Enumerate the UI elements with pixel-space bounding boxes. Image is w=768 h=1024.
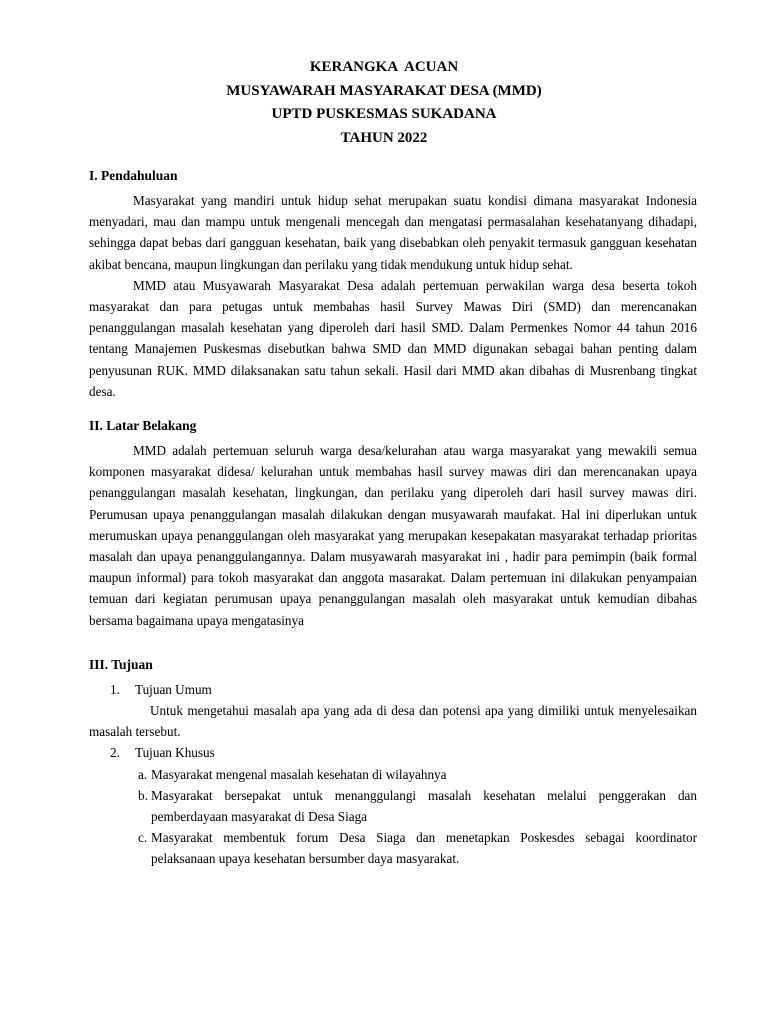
pendahuluan-paragraph-1: Masyarakat yang mandiri untuk hidup sehat merupakan suatu kondisi dimana masyarakat Indonesia menyadari, mau dan mampu untuk mengenali mencegah dan mengatasi permasalahan kesehatanyang dihadapi, sehingga dapat bebas dari gangguan kesehatan, baik yang disebabkan oleh penyakit termasuk gangguan kesehatan akibat bencana, maupun lingkungan dan perilaku yang tidak mendukung untuk hidup sehat. <box>89 193 697 272</box>
document-body <box>89 166 697 870</box>
sub-list-letter: b. <box>138 787 148 803</box>
list-item-tujuan-khusus <box>110 742 697 763</box>
list-item-tujuan-umum <box>110 679 697 700</box>
sub-list-letter: a. <box>138 766 148 782</box>
list-number: 2. <box>110 745 120 761</box>
sub-list-letter: c. <box>138 830 148 846</box>
list-item-label: Tujuan Umum <box>135 681 212 697</box>
sub-list-item <box>138 827 697 869</box>
section-heading-pendahuluan: I. Pendahuluan <box>89 168 178 183</box>
header-line-3: UPTD PUSKESMAS SUKADANA <box>271 106 497 122</box>
document-header <box>0 56 768 150</box>
header-line-2: MUSYAWARAH MASYARAKAT DESA (MMD) <box>226 82 542 99</box>
pendahuluan-paragraph-2: MMD atau Musyawarah Masyarakat Desa adalah pertemuan perwakilan warga desa beserta tokoh masyarakat dan para petugas untuk membahas hasil Survey Mawas Diri (SMD) dan merencanakan penanggulangan masalah kesehatan yang diperoleh dari hasil SMD. Dalam Permenkes Nomor 44 tahun 2016 tentang Manajemen Puskesmas disebutkan bahwa SMD dan MMD digunakan sebagai bahan penting dalam penyusunan RUK. MMD dilaksanakan satu tahun sekali. Hasil dari MMD akan dibahas di Musrenbang tingkat desa. <box>89 277 697 399</box>
latar-belakang-paragraph: MMD adalah pertemuan seluruh warga desa/kelurahan atau warga masyarakat yang mewakili semua komponen masyarakat didesa/ kelurahan untuk membahas hasil survey mawas diri dan merencanakan upaya penanggulangan masalah kesehatan, lingkungan, dan perilaku yang diperoleh dari hasil survey mawas diri. Perumusan upaya penanggulangan masalah dilakukan dengan musyawarah maufakat. Hal ini diperlukan untuk merumuskan upaya penanggulangan oleh masyarakat yang merupakan kesepakatan masyarakat terhadap prioritas masalah dan upaya penanggulangannya. Dalam musyawarah masyarakat ini , hadir para pemimpin (baik formal maupun informal) para tokoh masyarakat dan anggota masarakat. Dalam pertemuan ini dilakukan penyampaian temuan dari kegiatan perumusan upaya penanggulangan masalah oleh masyarakat untuk kemudian dibahas bersama bagaimana upaya mengatasinya <box>89 443 697 628</box>
tujuan-umum-body: Untuk mengetahui masalah apa yang ada di desa dan potensi apa yang dimiliki untuk menyelesaikan masalah tersebut. <box>89 703 697 740</box>
section-heading-tujuan: III. Tujuan <box>89 656 153 672</box>
sub-list-item <box>138 785 697 827</box>
sub-list-item <box>138 764 697 785</box>
list-item-label: Tujuan Khusus <box>135 745 215 761</box>
sub-list-text: Masyarakat mengenal masalah kesehatan di wilayahnya <box>151 766 447 782</box>
section-heading-latar-belakang: II. Latar Belakang <box>89 418 197 434</box>
header-line-1: KERANGKA ACUAN <box>309 59 459 75</box>
sub-list-text: Masyarakat membentuk forum Desa Siaga dan menetapkan Poskesdes sebagai koordinator pelaksanaan upaya kesehatan bersumber daya masyarakat. <box>151 830 697 867</box>
sub-list-text: Masyarakat bersepakat untuk menanggulangi masalah kesehatan melalui penggerakan dan pemberdayaan masyarakat di Desa Siaga <box>151 787 697 825</box>
header-line-4: TAHUN 2022 <box>340 129 428 146</box>
list-number: 1. <box>110 681 120 697</box>
